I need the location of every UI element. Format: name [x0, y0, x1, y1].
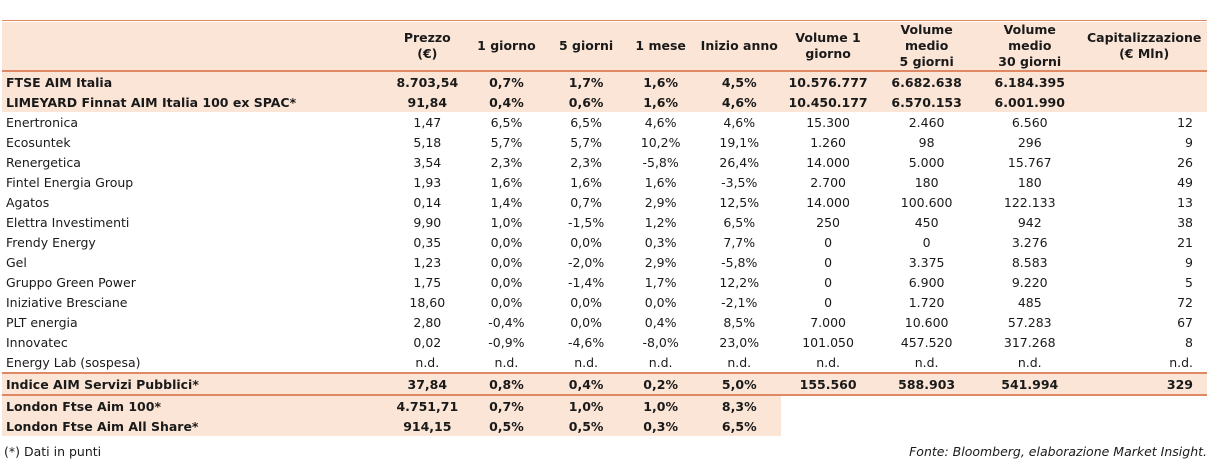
cell-2: 0,8%	[465, 373, 549, 395]
empty-cell	[1081, 395, 1207, 416]
cell-4: n.d.	[624, 352, 698, 373]
row-label: PLT energia	[2, 312, 390, 332]
cell-3: 1,7%	[548, 71, 624, 92]
stock-row	[2, 212, 1207, 232]
column-header-line: (€ Mln)	[1119, 46, 1170, 61]
cell-9: 26	[1081, 152, 1207, 172]
column-header-0	[2, 22, 390, 71]
cell-2: 0,7%	[465, 71, 549, 92]
cell-8: 317.268	[978, 332, 1081, 352]
cell-7: 6.570.153	[875, 92, 978, 112]
row-label: Frendy Energy	[2, 232, 390, 252]
cell-5: 12,5%	[697, 192, 781, 212]
cell-3: -4,6%	[548, 332, 624, 352]
cell-5: -2,1%	[697, 292, 781, 312]
cell-2: 1,6%	[465, 172, 549, 192]
cell-7: 450	[875, 212, 978, 232]
column-header-line: Capitalizzazione	[1086, 30, 1202, 45]
index-row	[2, 92, 1207, 112]
cell-9: 38	[1081, 212, 1207, 232]
cell-8: 6.560	[978, 112, 1081, 132]
column-header-line: 1 giorno	[477, 38, 536, 53]
cell-9: 21	[1081, 232, 1207, 252]
header-row	[2, 22, 1207, 71]
cell-4: -5,8%	[624, 152, 698, 172]
cell-4: 0,3%	[624, 232, 698, 252]
cell-1: 0,35	[390, 232, 465, 252]
row-label: Enertronica	[2, 112, 390, 132]
cell-1: 1,23	[390, 252, 465, 272]
cell-4: 0,0%	[624, 292, 698, 312]
cell-1: 91,84	[390, 92, 465, 112]
cell-3: 5,7%	[548, 132, 624, 152]
cell-6: 0	[781, 232, 875, 252]
row-label: Elettra Investimenti	[2, 212, 390, 232]
cell-2: 0,0%	[465, 272, 549, 292]
cell-2: -0,4%	[465, 312, 549, 332]
cell-8: 6.184.395	[978, 71, 1081, 92]
cell-3: 1,0%	[548, 395, 624, 416]
cell-2: 0,4%	[465, 92, 549, 112]
cell-8: 57.283	[978, 312, 1081, 332]
cell-7: 6.682.638	[875, 71, 978, 92]
cell-6: n.d.	[781, 352, 875, 373]
cell-1: 1,47	[390, 112, 465, 132]
stock-row	[2, 112, 1207, 132]
cell-5: 6,5%	[697, 416, 781, 436]
cell-6: 0	[781, 292, 875, 312]
cell-3: -1,5%	[548, 212, 624, 232]
cell-8: 541.994	[978, 373, 1081, 395]
cell-8: 15.767	[978, 152, 1081, 172]
cell-8: 6.001.990	[978, 92, 1081, 112]
cell-6: 10.450.177	[781, 92, 875, 112]
cell-5: 6,5%	[697, 212, 781, 232]
empty-cell	[875, 416, 978, 436]
empty-cell	[781, 395, 875, 416]
column-header-8	[978, 22, 1081, 71]
cell-6: 250	[781, 212, 875, 232]
source-note: Fonte: Bloomberg, elaborazione Market Insight.	[909, 444, 1207, 459]
cell-8: 485	[978, 292, 1081, 312]
cell-7: 2.460	[875, 112, 978, 132]
cell-2: 0,7%	[465, 395, 549, 416]
cell-1: 5,18	[390, 132, 465, 152]
row-label: Ecosuntek	[2, 132, 390, 152]
cell-9: 329	[1081, 373, 1207, 395]
cell-5: 5,0%	[697, 373, 781, 395]
cell-7: 1.720	[875, 292, 978, 312]
stock-row	[2, 252, 1207, 272]
cell-6: 15.300	[781, 112, 875, 132]
cell-1: 4.751,71	[390, 395, 465, 416]
cell-3: 1,6%	[548, 172, 624, 192]
cell-4: 1,6%	[624, 92, 698, 112]
cell-7: 5.000	[875, 152, 978, 172]
cell-2: 1,0%	[465, 212, 549, 232]
column-header-4	[624, 22, 698, 71]
cell-2: -0,9%	[465, 332, 549, 352]
top-rule	[2, 20, 1207, 21]
row-label: Iniziative Bresciane	[2, 292, 390, 312]
cell-8: 180	[978, 172, 1081, 192]
cell-7: 0	[875, 232, 978, 252]
cell-3: -2,0%	[548, 252, 624, 272]
row-label: Fintel Energia Group	[2, 172, 390, 192]
stock-row	[2, 152, 1207, 172]
cell-2: 6,5%	[465, 112, 549, 132]
cell-3: 2,3%	[548, 152, 624, 172]
column-header-line: (€)	[417, 46, 438, 61]
cell-3: 0,6%	[548, 92, 624, 112]
cell-5: 7,7%	[697, 232, 781, 252]
cell-5: 26,4%	[697, 152, 781, 172]
stock-row	[2, 292, 1207, 312]
cell-6: 0	[781, 252, 875, 272]
row-label: London Ftse Aim All Share*	[2, 416, 390, 436]
cell-9	[1081, 71, 1207, 92]
cell-9: 8	[1081, 332, 1207, 352]
cell-1: n.d.	[390, 352, 465, 373]
column-header-line: 30 giorni	[998, 54, 1062, 69]
cell-1: 914,15	[390, 416, 465, 436]
cell-1: 37,84	[390, 373, 465, 395]
cell-4: 4,6%	[624, 112, 698, 132]
stock-row	[2, 312, 1207, 332]
cell-8: 122.133	[978, 192, 1081, 212]
cell-1: 0,02	[390, 332, 465, 352]
column-header-line: Inizio anno	[700, 38, 778, 53]
cell-9: 49	[1081, 172, 1207, 192]
empty-cell	[978, 416, 1081, 436]
cell-7: 588.903	[875, 373, 978, 395]
stock-row	[2, 232, 1207, 252]
cell-4: 0,2%	[624, 373, 698, 395]
row-label: London Ftse Aim 100*	[2, 395, 390, 416]
index-row	[2, 71, 1207, 92]
cell-5: -5,8%	[697, 252, 781, 272]
cell-2: 2,3%	[465, 152, 549, 172]
column-header-line: Prezzo	[403, 30, 451, 45]
cell-4: 0,4%	[624, 312, 698, 332]
cell-2: 5,7%	[465, 132, 549, 152]
cell-4: 10,2%	[624, 132, 698, 152]
cell-6: 10.576.777	[781, 71, 875, 92]
cell-4: 1,2%	[624, 212, 698, 232]
cell-3: n.d.	[548, 352, 624, 373]
empty-cell	[781, 416, 875, 436]
empty-cell	[1081, 416, 1207, 436]
cell-4: 1,6%	[624, 71, 698, 92]
cell-1: 8.703,54	[390, 71, 465, 92]
cell-8: n.d.	[978, 352, 1081, 373]
row-label: FTSE AIM Italia	[2, 71, 390, 92]
cell-2: 0,0%	[465, 252, 549, 272]
cell-1: 1,75	[390, 272, 465, 292]
row-label: Gruppo Green Power	[2, 272, 390, 292]
cell-9: 67	[1081, 312, 1207, 332]
cell-3: -1,4%	[548, 272, 624, 292]
cell-7: 180	[875, 172, 978, 192]
cell-2: 0,0%	[465, 292, 549, 312]
column-header-3	[548, 22, 624, 71]
table-body	[2, 71, 1207, 436]
cell-6: 7.000	[781, 312, 875, 332]
column-header-9	[1081, 22, 1207, 71]
row-label: Energy Lab (sospesa)	[2, 352, 390, 373]
empty-cell	[978, 395, 1081, 416]
cell-5: 8,5%	[697, 312, 781, 332]
cell-7: 6.900	[875, 272, 978, 292]
cell-4: 1,6%	[624, 172, 698, 192]
stock-row	[2, 332, 1207, 352]
cell-4: -8,0%	[624, 332, 698, 352]
column-header-line: Volume medio	[1003, 22, 1056, 53]
stock-row	[2, 352, 1207, 373]
footnote: (*) Dati in punti	[4, 444, 102, 459]
cell-5: 19,1%	[697, 132, 781, 152]
cell-9: 9	[1081, 252, 1207, 272]
column-header-2	[465, 22, 549, 71]
cell-4: 2,9%	[624, 252, 698, 272]
cell-3: 0,5%	[548, 416, 624, 436]
cell-1: 1,93	[390, 172, 465, 192]
london-index-row	[2, 395, 1207, 416]
cell-5: 4,6%	[697, 92, 781, 112]
cell-7: n.d.	[875, 352, 978, 373]
cell-6: 2.700	[781, 172, 875, 192]
cell-4: 0,3%	[624, 416, 698, 436]
cell-4: 2,9%	[624, 192, 698, 212]
cell-5: n.d.	[697, 352, 781, 373]
cell-7: 100.600	[875, 192, 978, 212]
cell-4: 1,7%	[624, 272, 698, 292]
cell-5: -3,5%	[697, 172, 781, 192]
cell-5: 12,2%	[697, 272, 781, 292]
cell-1: 2,80	[390, 312, 465, 332]
stock-row	[2, 272, 1207, 292]
cell-3: 0,0%	[548, 292, 624, 312]
cell-6: 14.000	[781, 152, 875, 172]
column-header-line: 5 giorni	[558, 38, 614, 53]
cell-6: 1.260	[781, 132, 875, 152]
stock-row	[2, 132, 1207, 152]
cell-1: 3,54	[390, 152, 465, 172]
row-label: Gel	[2, 252, 390, 272]
cell-1: 9,90	[390, 212, 465, 232]
cell-3: 0,0%	[548, 312, 624, 332]
cell-8: 3.276	[978, 232, 1081, 252]
column-header-line: 5 giorni	[899, 54, 954, 69]
cell-8: 8.583	[978, 252, 1081, 272]
cell-2: 1,4%	[465, 192, 549, 212]
cell-1: 18,60	[390, 292, 465, 312]
cell-6: 14.000	[781, 192, 875, 212]
cell-9: 72	[1081, 292, 1207, 312]
cell-8: 296	[978, 132, 1081, 152]
row-label: Agatos	[2, 192, 390, 212]
column-header-7	[875, 22, 978, 71]
cell-9: 12	[1081, 112, 1207, 132]
cell-7: 10.600	[875, 312, 978, 332]
column-header-line: Volume 1	[795, 30, 861, 45]
column-header-6	[781, 22, 875, 71]
london-index-row	[2, 416, 1207, 436]
cell-5: 23,0%	[697, 332, 781, 352]
cell-3: 6,5%	[548, 112, 624, 132]
row-label: Innovatec	[2, 332, 390, 352]
cell-1: 0,14	[390, 192, 465, 212]
cell-9: 13	[1081, 192, 1207, 212]
cell-7: 98	[875, 132, 978, 152]
row-label: Indice AIM Servizi Pubblici*	[2, 373, 390, 395]
column-header-1	[390, 22, 465, 71]
cell-2: 0,0%	[465, 232, 549, 252]
stock-row	[2, 192, 1207, 212]
row-label: LIMEYARD Finnat AIM Italia 100 ex SPAC*	[2, 92, 390, 112]
column-header-line: Volume medio	[900, 22, 953, 53]
cell-4: 1,0%	[624, 395, 698, 416]
cell-7: 3.375	[875, 252, 978, 272]
cell-8: 942	[978, 212, 1081, 232]
cell-9	[1081, 92, 1207, 112]
cell-9: n.d.	[1081, 352, 1207, 373]
column-header-line: giorno	[805, 46, 851, 61]
cell-9: 9	[1081, 132, 1207, 152]
cell-8: 9.220	[978, 272, 1081, 292]
row-label: Renergetica	[2, 152, 390, 172]
cell-5: 4,6%	[697, 112, 781, 132]
column-header-5	[697, 22, 781, 71]
column-header-line: 1 mese	[635, 38, 686, 53]
empty-cell	[875, 395, 978, 416]
cell-9: 5	[1081, 272, 1207, 292]
cell-5: 4,5%	[697, 71, 781, 92]
cell-6: 101.050	[781, 332, 875, 352]
cell-7: 457.520	[875, 332, 978, 352]
cell-6: 0	[781, 272, 875, 292]
aim-market-table	[2, 22, 1207, 436]
stock-row	[2, 172, 1207, 192]
cell-3: 0,7%	[548, 192, 624, 212]
cell-5: 8,3%	[697, 395, 781, 416]
cell-3: 0,4%	[548, 373, 624, 395]
sector-index-row	[2, 373, 1207, 395]
cell-6: 155.560	[781, 373, 875, 395]
cell-2: 0,5%	[465, 416, 549, 436]
cell-3: 0,0%	[548, 232, 624, 252]
cell-2: n.d.	[465, 352, 549, 373]
